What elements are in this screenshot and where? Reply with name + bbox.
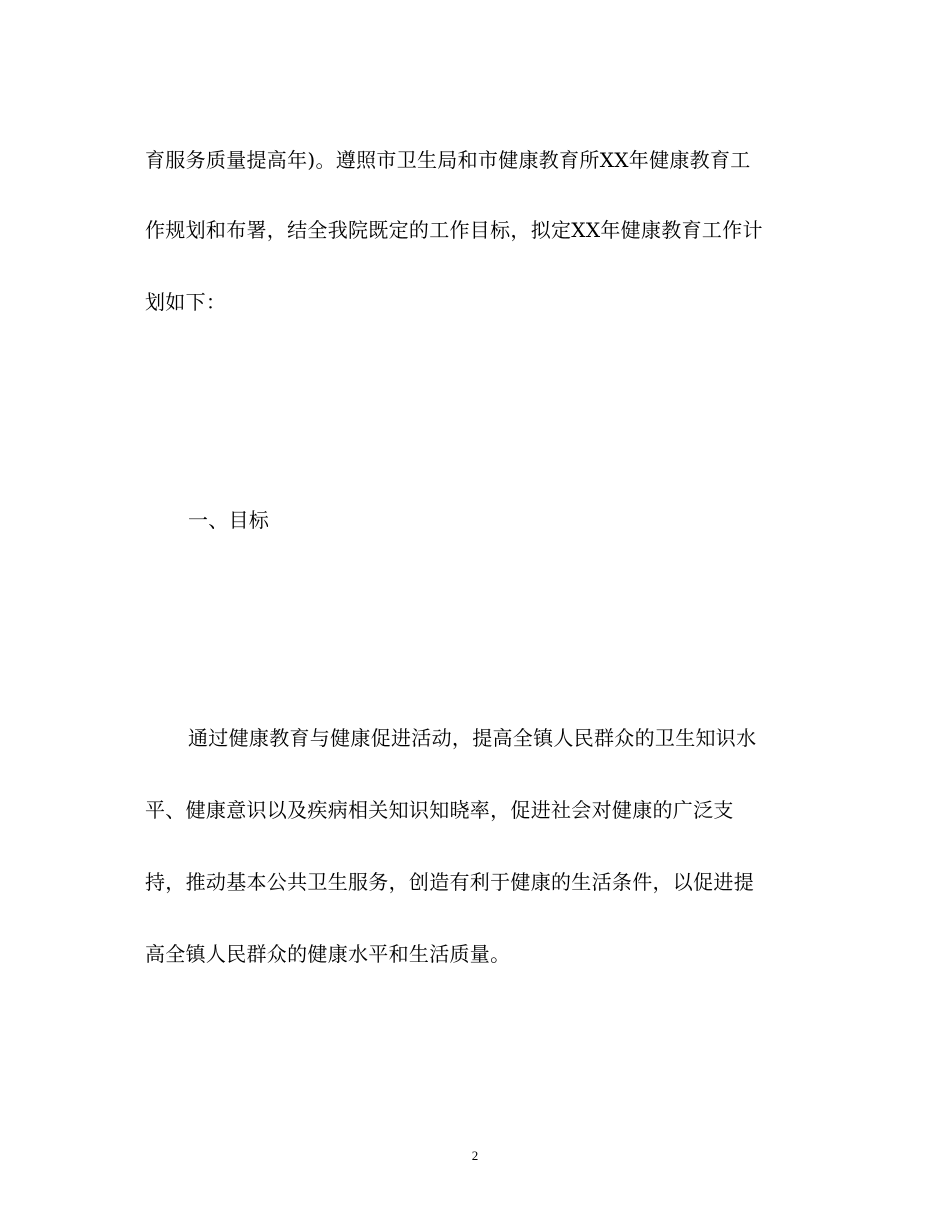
paragraph-line: 高全镇人民群众的健康水平和生活质量。 — [145, 942, 511, 966]
paragraph-line: 划如下： — [145, 290, 227, 314]
paragraph-line: 持，推动基本公共卫生服务，创造有利于健康的生活条件，以促进提 — [145, 870, 754, 894]
paragraph-line: 作规划和布署，结全我院既定的工作目标，拟定XX年健康教育工作计 — [145, 218, 763, 242]
page-number: 2 — [471, 1148, 479, 1163]
paragraph-line: 育服务质量提高年)。遵照市卫生局和市健康教育所XX年健康教育工 — [145, 148, 751, 172]
paragraph-line: 通过健康教育与健康促进活动，提高全镇人民群众的卫生知识水 — [188, 726, 757, 750]
paragraph-line: 平、健康意识以及疾病相关知识知晓率，促进社会对健康的广泛支 — [145, 798, 734, 822]
section-heading: 一、目标 — [188, 508, 270, 532]
